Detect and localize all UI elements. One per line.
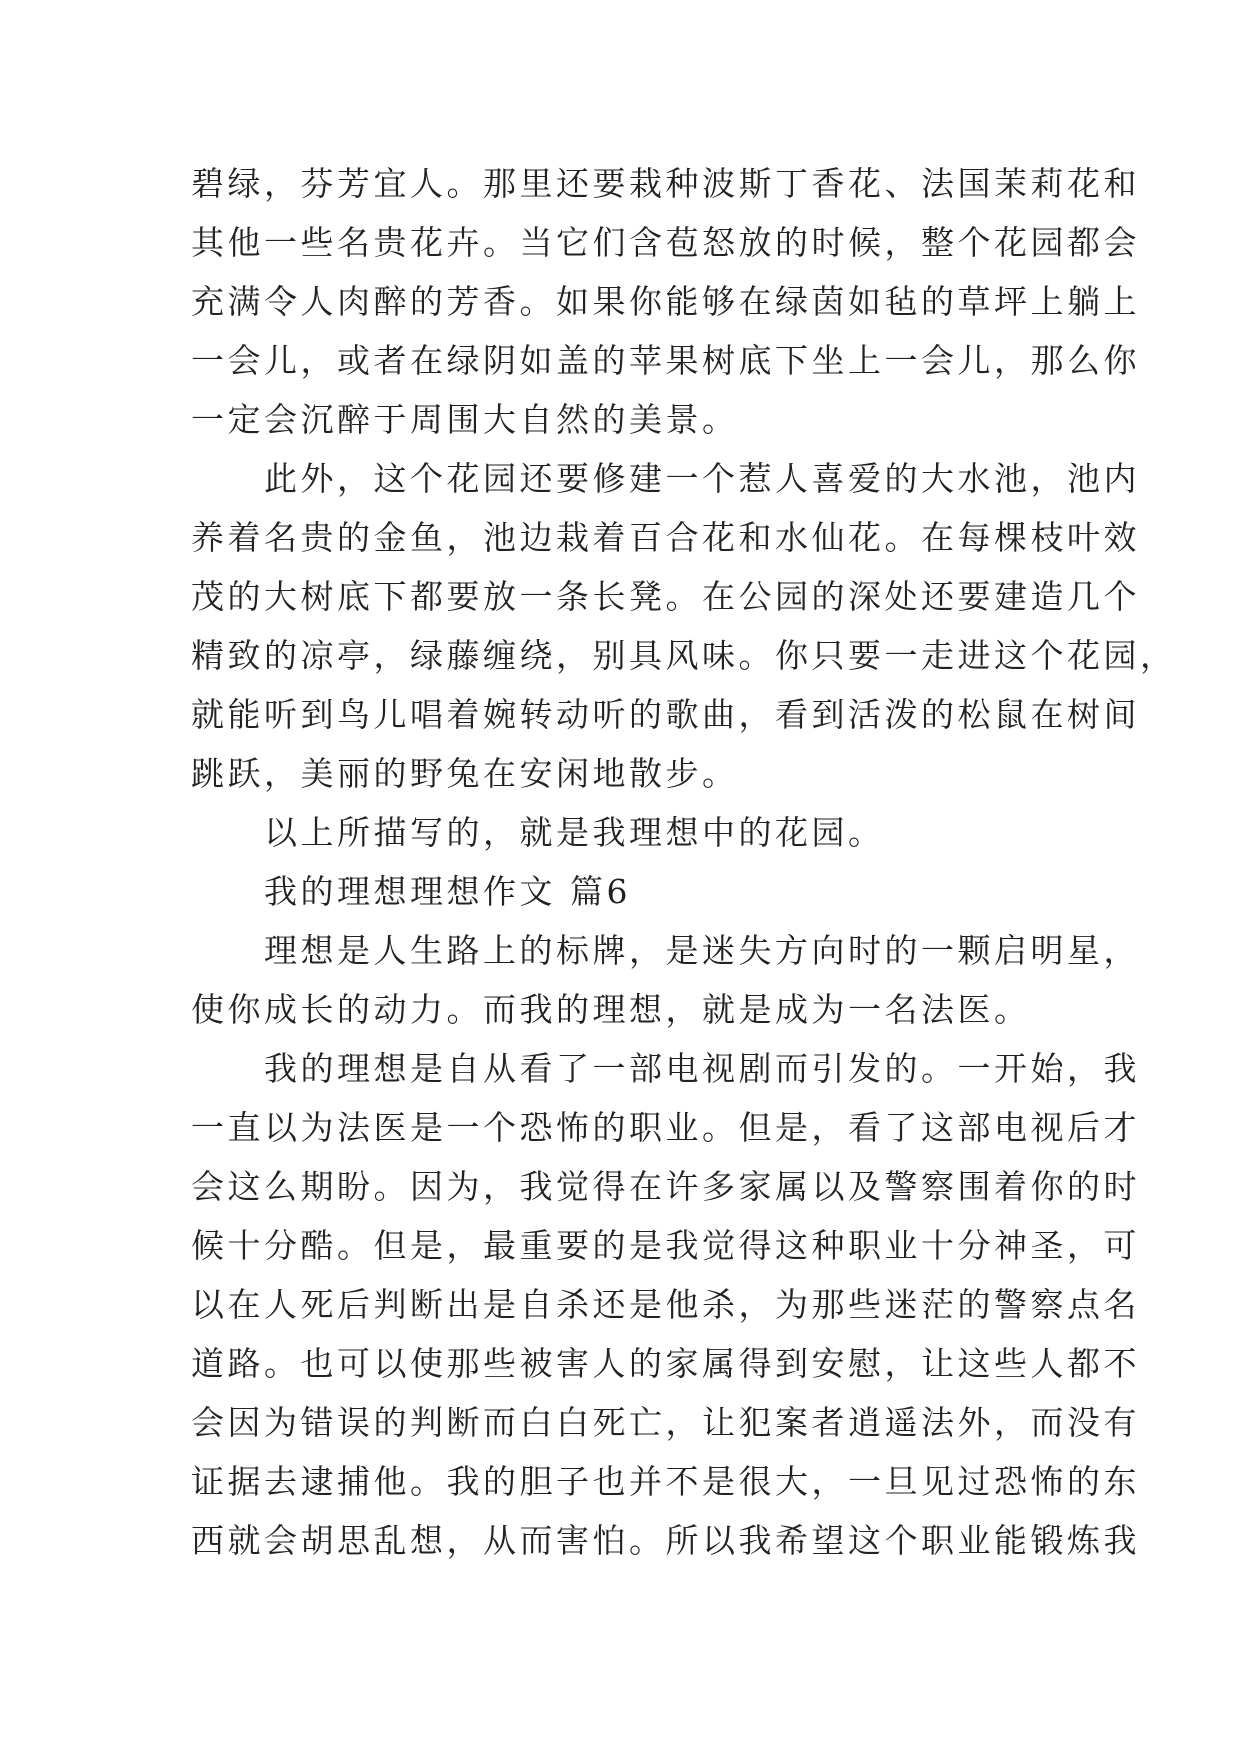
text-line: 证据去逮捕他。我的胆子也并不是很大，一旦见过恐怖的东 (191, 1462, 1140, 1501)
text-line: 跳跃，美丽的野兔在安闲地散步。 (191, 754, 739, 793)
text-line: 使你成长的动力。而我的理想，就是成为一名法医。 (191, 990, 1031, 1029)
text-line: 一定会沉醉于周围大自然的美景。 (191, 400, 739, 439)
text-line: 养着名贵的金鱼，池边栽着百合花和水仙花。在每棵枝叶效 (191, 518, 1140, 557)
text-line: 此外，这个花园还要修建一个惹人喜爱的大水池，池内 (191, 459, 1140, 498)
text-line: 精致的凉亭，绿藤缠绕，别具风味。你只要一走进这个花园， (191, 636, 1177, 675)
text-line: 会因为错误的判断而白白死亡，让犯案者逍遥法外，而没有 (191, 1403, 1140, 1442)
text-line: 会这么期盼。因为，我觉得在许多家属以及警察围着你的时 (191, 1167, 1140, 1206)
text-line: 碧绿，芬芳宜人。那里还要栽种波斯丁香花、法国茉莉花和 (191, 164, 1140, 203)
section-heading: 我的理想理想作文 篇6 (191, 872, 631, 911)
text-line: 以上所描写的，就是我理想中的花园。 (191, 813, 885, 852)
text-line: 一直以为法医是一个恐怖的职业。但是，看了这部电视后才 (191, 1108, 1140, 1147)
text-line: 以在人死后判断出是自杀还是他杀，为那些迷茫的警察点名 (191, 1285, 1140, 1324)
text-line: 其他一些名贵花卉。当它们含苞怒放的时候，整个花园都会 (191, 223, 1140, 262)
text-line: 候十分酷。但是，最重要的是我觉得这种职业十分神圣，可 (191, 1226, 1140, 1265)
text-line: 茂的大树底下都要放一条长凳。在公园的深处还要建造几个 (191, 577, 1140, 616)
text-line: 西就会胡思乱想，从而害怕。所以我希望这个职业能锻炼我 (191, 1521, 1140, 1560)
text-line: 就能听到鸟儿唱着婉转动听的歌曲，看到活泼的松鼠在树间 (191, 695, 1140, 734)
text-line: 道路。也可以使那些被害人的家属得到安慰，让这些人都不 (191, 1344, 1140, 1383)
text-line: 理想是人生路上的标牌，是迷失方向时的一颗启明星， (191, 931, 1140, 970)
text-line: 一会儿，或者在绿阴如盖的苹果树底下坐上一会儿，那么你 (191, 341, 1140, 380)
text-line: 我的理想是自从看了一部电视剧而引发的。一开始，我 (191, 1049, 1140, 1088)
text-line: 充满令人肉醉的芳香。如果你能够在绿茵如毡的草坪上躺上 (191, 282, 1140, 321)
